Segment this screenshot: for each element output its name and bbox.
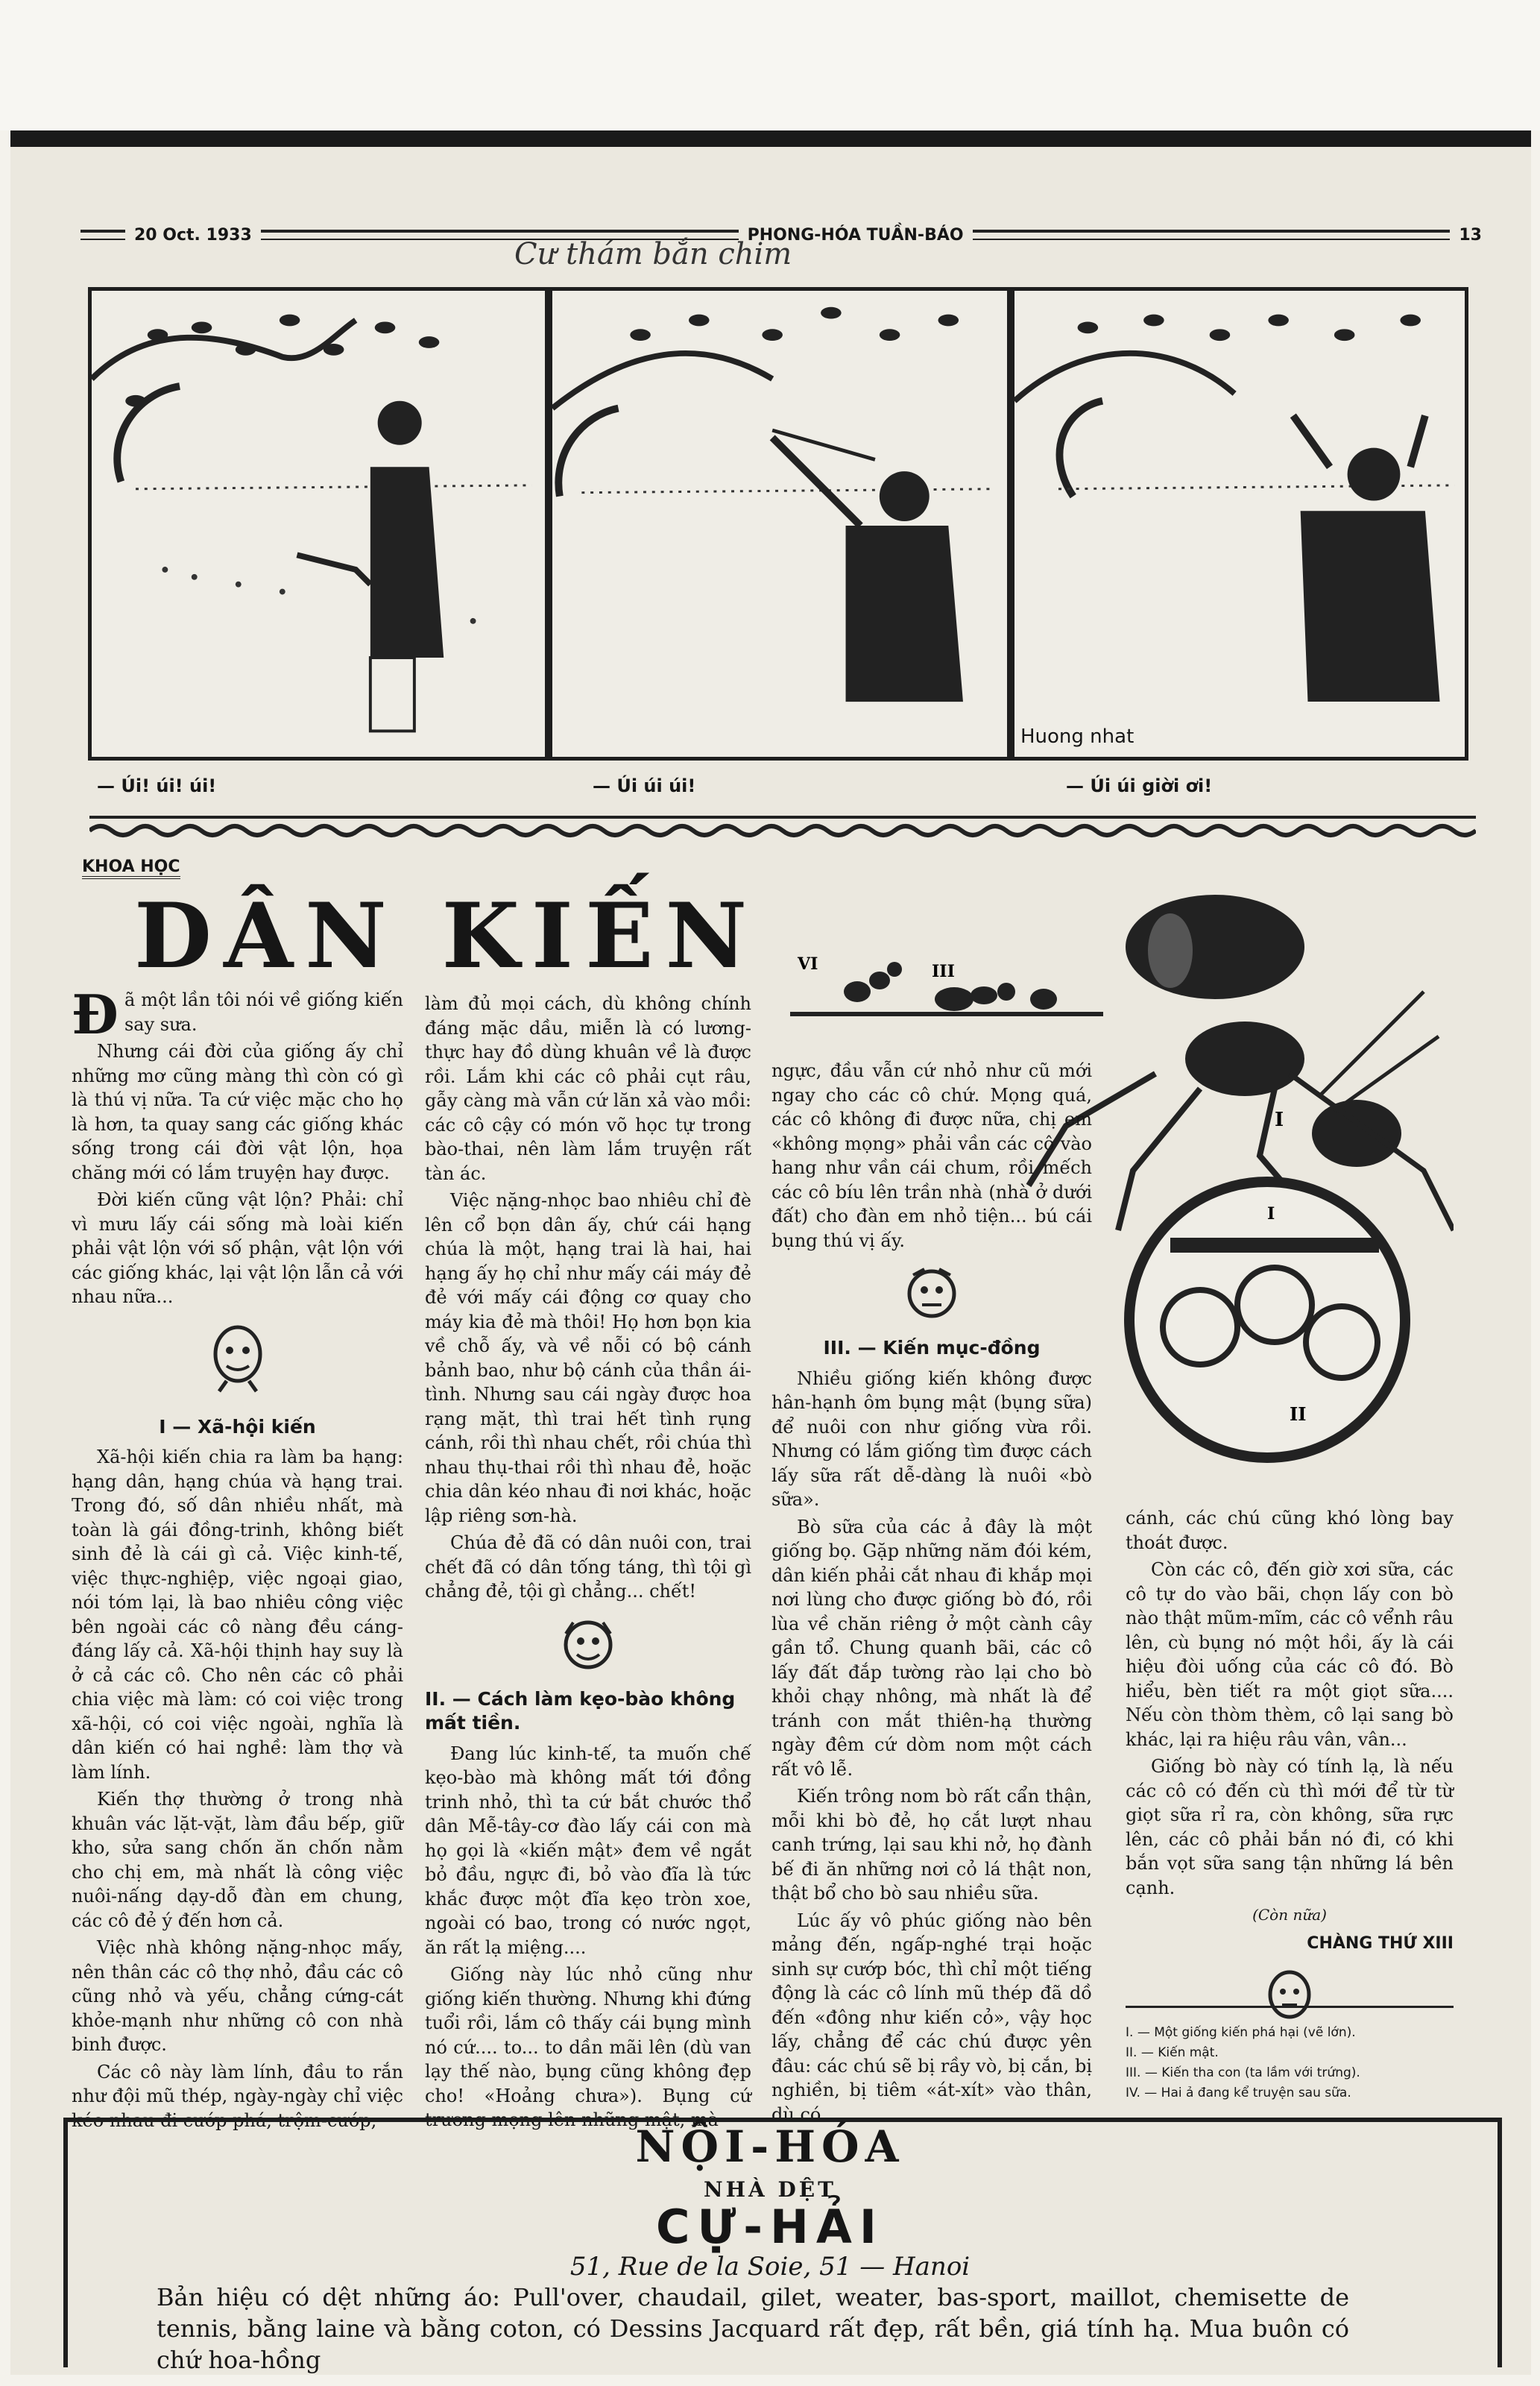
comic-caption-1: — Úi! úi! úi!: [97, 775, 217, 796]
col3-p2: Nhiều giống kiến không được hân-hạnh ôm bụng mật (bụng sữa) để nuôi con như giống vừa rồi. Nhưng có lắm giống tìm được cách lấy sữa rất dễ-dàng là nuôi «bò sữa».: [771, 1367, 1092, 1510]
col3-p5: Lúc ấy vô phúc giống nào bên mảng đến, ngấp-nghé trại hoặc sinh sự cướp bóc, thì chỉ một tiếng động là các cô lính mũ thép đã dồ đến «đông như kiến cỏ», vậy học lấy, chẳng để các chú được yên đâu: các chú sẽ bị rầy vò, bị cắn, bị nghiền, bị tiêm «át-xít» vào thân, dù có: [771, 1910, 1092, 2125]
header-rule: [973, 230, 1451, 240]
cartoon-face-icon: [204, 1317, 271, 1406]
col3-p1: ngực, đầu vẫn cứ nhỏ như cũ mới ngay cho các cô chứ. Mọng quá, các cô không đi được nữa, chị em «không mọng» phải vần các cô vào hang như vần cái chum, rồi mếch các cô bíu lên trần nhà (nhà ở dưới đất) cho đàn em nhỏ tiện... bú cái bụng thú vị ấy.: [771, 1060, 1092, 1251]
author-byline: CHÀNG THỨ XIII: [1307, 1933, 1454, 1953]
cartoon-face-icon: [898, 1260, 965, 1327]
col2-p1: làm đủ mọi cách, dù không chính đáng mặc dầu, miễn là có lương-thực hay đồ dùng khuân về là được rồi. Lắm khi các cô phải cụt râu, gẫy càng mà vẫn cứ lăn xả vào mồi: các cô cậy có món võ học tự trong bào-thai, nên làm lắm truyện rất tàn ác.: [425, 993, 751, 1184]
col1-p1: ã một lần tôi nói về giống kiến say sưa.: [124, 989, 403, 1035]
col1-p7: Các cô này làm lính, đầu to rắn như đội mũ thép, ngày-ngày chỉ việc kéo nhau đi cướp phá, trộm-cướp,: [72, 2061, 403, 2131]
legend-item: III. — Kiến tha con (ta lầm với trứng).: [1126, 2065, 1360, 2080]
comic-drawing-3: [1014, 291, 1465, 757]
ad-address: 51, Rue de la Soie, 51 — Hanoi: [569, 2252, 971, 2282]
header-rule: [81, 230, 125, 240]
header-date: 20 Oct. 1933: [134, 225, 252, 245]
comic-drawing-1: [92, 291, 545, 757]
col2-p3: Chúa đẻ đã có dân nuôi con, trai chết đã có dân tống táng, thì tội gì chẳng đẻ, tội gì chẳng... chết!: [425, 1532, 751, 1602]
ad-company-name: CỰ-HẢI: [656, 2200, 884, 2254]
col1-p2: Nhưng cái đời của giống ấy chỉ những mơ cũng màng thì còn có gì là thú vị nữa. Ta cứ việc mặc cho họ là hơn, ta quay sang các giống khác sống trong cái đời vật lộn, họa chăng mới có lắm truyện hay được.: [72, 1041, 403, 1183]
col2-p5: Giống này lúc nhỏ cũng như giống kiến thường. Nhưng khi đứng tuổi rồi, lắm cô thấy cái bụng mình nó cứ.... to... to dần mãi lên (dù van lạy thế nào, bụng cũng không đẹp cho! «Hoảng chưa»). Bụng cứ trương mọng lên những mật, mà: [425, 1964, 751, 2130]
col1-p3: Đời kiến cũng vật lộn? Phải: chỉ vì mưu lấy cái sống mà loài kiến phải vật lộn với số phận, vật lộn với các giống khác, lại vật lộn lẫn cả với nhau nữa...: [72, 1189, 403, 1307]
col4-p1: cánh, các chú cũng khó lòng bay thoát được.: [1126, 1508, 1454, 1553]
continued-note: (Còn nữa): [1252, 1906, 1327, 1924]
legend-item: I. — Một giống kiến phá hại (vẽ lớn).: [1126, 2025, 1356, 2040]
section-label: KHOA HỌC: [82, 857, 180, 879]
handwritten-note: Cư thám bắn chim: [514, 237, 792, 271]
top-margin: [0, 0, 1540, 130]
comic-drawing-2: [552, 291, 1007, 757]
legend-item: IV. — Hai ả đang kể truyện sau sữa.: [1126, 2086, 1351, 2100]
figure-label-i: I: [1275, 1109, 1284, 1131]
col1-p4: Xã-hội kiến chia ra làm ba hạng: hạng dân, hạng chúa và hạng trai. Trong đó, số dân nhiều nhất, mà toàn là gái đồng-trinh, không biết sinh đẻ là cái gì cả. Việc kinh-tế, việc thực-nghiệp, việc ngoại giao, nói tóm lại, là bao nhiêu công việc bên ngoài các cô nàng đều cáng-đáng lấy cả. Xã-hội thịnh hay suy là ở cả các cô. Cho nên các cô phải chia việc mà làm: có coi việc trong xã-hội, có coi việc ngoài, nghĩa là dân kiến có hai nghề: làm thợ và làm lính.: [72, 1447, 403, 1783]
section-heading-2: II. — Cách làm kẹo-bào không mất tiền.: [425, 1687, 736, 1734]
comic-caption-3: — Úi úi giời ơi!: [1066, 775, 1213, 796]
figure-label-ii: II: [1290, 1403, 1307, 1425]
legend-item: II. — Kiến mật.: [1126, 2045, 1219, 2060]
comic-panel-2: [549, 287, 1011, 761]
decorative-wave-border: [89, 811, 1476, 838]
col1-p6: Việc nhà không nặng-nhọc mấy, nên thân các cô thợ nhỏ, đầu các cô cũng nhỏ và yếu, chẳng cứng-cát khỏe-mạnh như những cô con nhà binh được.: [72, 1937, 403, 2055]
col3-p4: Kiến trông nom bò rất cẩn thận, mỗi khi bò đẻ, họ cắt lượt nhau canh trứng, lại sau khi nở, họ đành bế đi ăn những nơi cỏ lá thật non, thật bổ cho bò sau nhiều sữa.: [771, 1786, 1092, 1904]
section-heading-1: I — Xã-hội kiến: [159, 1415, 316, 1438]
col2-p4: Đang lúc kinh-tế, ta muốn chế kẹo-bào mà không mất tới đồng trinh nhỏ, thì ta cứ bắt chước thổ dân Mễ-tây-cơ đào lấy cái con mà họ gọi là «kiến mật» đem về ngắt bỏ đầu, ngực đi, bỏ vào đĩa là tức khắc được một đĩa kẹo tròn xoe, ngoài có bao, trong có nước ngọt, ăn rất lạ miệng....: [425, 1743, 751, 1958]
figure-label-vi: VI: [798, 954, 818, 974]
comic-panel-1: [88, 287, 549, 761]
article-column-1: [72, 983, 403, 2135]
ad-title: NỘI-HÓA: [635, 2121, 905, 2172]
article-column-2: [425, 992, 751, 2135]
col2-p2: Việc nặng-nhọc bao nhiêu chỉ đè lên cổ bọn dân ấy, chứ cái hạng chúa là một, hạng trai là hai, hai hạng ấy họ chỉ như mấy cái máy đẻ đẻ với mấy cái động cơ quay cho máy kia đẻ mà thôi! Họ hơn bọn kia về chỗ ấy, và về nỗi có bộ cánh bảnh bao, như bộ cánh của thần ái-tình. Nhưng sau cái ngày được hoa rạng mặt, thì trai hết tình rụng cánh, rồi thì nhau chết, rồi chúa thì nhau thụ-thai rồi thì nhau đẻ, hoặc chia dân kéo nhau đi nơi khác, hoặc lập riêng sơn-hà.: [425, 1190, 751, 1526]
header-page-number: 13: [1459, 225, 1482, 245]
col4-p2: Còn các cô, đến giờ xơi sữa, các cô tự do vào bãi, chọn lấy con bò nào thật mũm-mĩm, các cô vểnh râu lên, cù bụng nó một hồi, ấy là cái hiệu đòi uống của các cô đó. Bò hiểu, bèn tiết ra một giọt sữa.... Nếu còn thòm thèm, cô lại sang bò khác, lại ra hiệu râu vân, vân...: [1126, 1559, 1454, 1750]
article-title: DÂN KIẾN: [134, 884, 760, 989]
ad-body-text: Bản hiệu có dệt những áo: Pull'over, chaudail, gilet, weater, bas-sport, maillot, chemisette de tennis, bằng laine và bằng coton, có Dessins Jacquard rất đẹp, rất bền, giá tính hạ. Mua buôn có chứ hoa-hồng: [157, 2283, 1349, 2374]
figure-label-iii: III: [932, 962, 955, 981]
dropcap: Đ: [72, 983, 119, 1046]
col1-p5: Kiến thợ thường ở trong nhà khuân vác lặt-vặt, làm đầu bếp, giữ kho, sửa sang chốn ăn chốn nằm cho chị em, mà nhất là công việc nuôi-nấng dạy-dỗ đàn em chung, các cô đẻ ý đến hơn cả.: [72, 1789, 403, 1931]
comic-caption-2: — Úi úi úi!: [593, 775, 696, 796]
article-column-3: [771, 1059, 1092, 2130]
ad-subtitle: NHÀ DỆT: [704, 2177, 836, 2202]
comic-signature: Huong nhat: [1020, 725, 1135, 748]
section-heading-3: III. — Kiến mục-đồng: [823, 1337, 1041, 1359]
figure-label-i-inner: I: [1267, 1204, 1275, 1224]
figure-legend: [1126, 2006, 1454, 2103]
article-column-4: [1126, 1506, 1454, 2030]
cartoon-face-icon: [555, 1611, 622, 1678]
col4-p3: Giống bò này có tính lạ, là nếu các cô có đến cù thì mới để từ từ giọt sữa rỉ ra, còn không, sữa rực lên, các cô phải bắn nó đi, có khi bắn vọt sữa sang tận những lá bên cạnh.: [1126, 1756, 1454, 1898]
comic-panel-3: [1011, 287, 1468, 761]
col3-p3: Bò sữa của các ả đây là một giống bọ. Gặp những năm đói kém, dân kiến phải cắt nhau đi khắp mọi nơi lùng cho được giống bò đó, rồi lùa về chăn riêng ở một cành cây gần tổ. Chung quanh bãi, các cô lấy đất đắp tường rào lại cho bò khỏi chạy nhông, mà nhất là để tránh con mắt thiên-hạ thường ngày đêm cứ dòm nom một cách rất vô lễ.: [771, 1516, 1092, 1780]
header-newspaper: PHONG-HÓA TUẦN-BÁO: [747, 225, 964, 245]
